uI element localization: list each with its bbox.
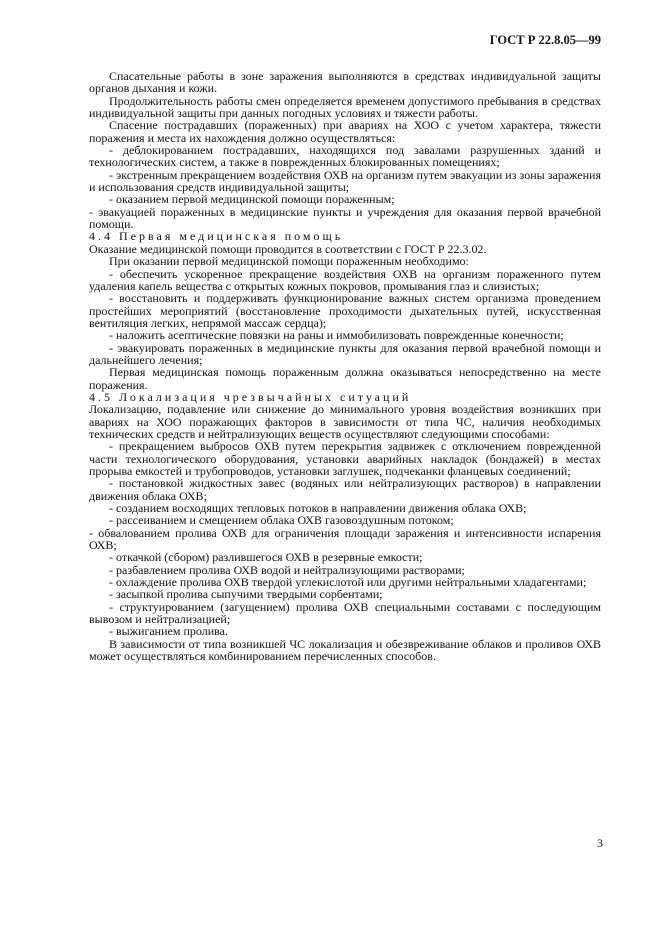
list-item: - оказанием первой медицинской помощи пораженным; xyxy=(109,192,395,207)
page-number: 3 xyxy=(597,836,603,850)
list-item: - обеспечить ускоренное прекращение воздействия ОХВ на организм пораженного путем удаления капель вещества с открытых кожных покровов, промывания глаз и слизистых; xyxy=(89,266,601,293)
list-item: - деблокированием пострадавших, находящихся под завалами разрушенных зданий и технологических систем, а также в поврежденных блокированных помещениях; xyxy=(89,143,601,170)
list-item: - обвалованием пролива ОХВ для ограничения площади заражения и интенсивности испарения ОХВ; xyxy=(89,525,601,553)
list-item: - выжиганием пролива. xyxy=(109,624,228,639)
paragraph: Спасение пострадавших (пораженных) при авариях на ХОО с учетом характера, тяжести поражения и места их нахождения должно осуществляться: xyxy=(89,118,601,145)
list-item: - охлаждение пролива ОХВ твердой углекислотой или другими нейтральными хладагентами; xyxy=(109,575,587,590)
paragraph: Продолжительность работы смен определяется временем допустимого пребывания в средствах индивидуальной защиты при данных погодных условиях и тяжести работы. xyxy=(89,93,601,121)
list-item: - эвакуацией пораженных в медицинские пункты и учреждения для оказания первой врачебной помощи. xyxy=(89,204,601,232)
paragraph: Локализацию, подавление или снижение до минимального уровня воздействия возникших при авариях на ХОО поражающих факторов в зависимости от типа ЧС, наличия необходимых технических средств и нейтрализующих веществ осуществляют следующими способами: xyxy=(89,402,601,441)
list-item: - эвакуировать пораженных в медицинские пункты для оказания первой врачебной помощи и дальнейшего лечения; xyxy=(89,340,601,367)
list-item: - постановкой жидкостных завес (водяных или нейтрализующих растворов) в направлении движения облака ОХВ; xyxy=(89,476,601,503)
list-item: - структуированием (загущением) пролива ОХВ специальными составами с последующим вывозом и нейтрализацией; xyxy=(89,599,601,627)
list-item: - откачкой (сбором) разлившегося ОХВ в резервные емкости; xyxy=(109,550,423,565)
list-item: - восстановить и поддерживать функционирование важных систем организма проведением простейших мероприятий (восстановление проходимости дыхательных путей, искусственная вентиляция легких, непрямой массаж сердца); xyxy=(89,291,601,330)
list-item: - разбавлением пролива ОХВ водой и нейтрализующими растворами; xyxy=(109,562,465,577)
list-item: - прекращением выбросов ОХВ путем перекрытия задвижек с отключением поврежденной части технологического оборудования, установки аварийных накладок (бондажей) в местах прорыва емкостей и трубопроводов, установки заглушек, подчеканки фланцевых соединений; xyxy=(89,439,601,478)
document-body xyxy=(89,70,601,663)
section-heading-4-4: 4.4 Первая медицинская помощь xyxy=(89,229,344,244)
list-item: - наложить асептические повязки на раны и иммобилизовать поврежденные конечности; xyxy=(109,328,564,343)
paragraph: Спасательные работы в зоне заражения выполняются в средствах индивидуальной защиты органов дыхания и кожи. xyxy=(89,69,601,96)
list-item: - созданием восходящих тепловых потоков в направлении движения облака ОХВ; xyxy=(109,501,527,516)
paragraph: Первая медицинская помощь пораженным должна оказываться непосредственно на месте поражения. xyxy=(89,365,601,392)
list-item: - рассеиванием и смещением облака ОХВ газовоздушным потоком; xyxy=(109,513,454,528)
list-item: - экстренным прекращением воздействия ОХВ на организм путем эвакуации из зоны заражения и использования средств индивидуальной защиты; xyxy=(89,167,601,195)
list-item: - засыпкой пролива сыпучими твердыми сорбентами; xyxy=(109,587,383,602)
paragraph: В зависимости от типа возникшей ЧС локализация и обезвреживание облаков и проливов ОХВ может осуществляться комбинированием перечисленных способов. xyxy=(89,636,601,664)
section-heading-4-5: 4.5 Локализация чрезвычайных ситуаций xyxy=(89,389,412,404)
document-id-header: ГОСТ Р 22.8.05—99 xyxy=(489,33,601,47)
paragraph: При оказании первой медицинской помощи пораженным необходимо: xyxy=(109,254,469,269)
paragraph: Оказание медицинской помощи проводится в соответствии с ГОСТ Р 22.3.02. xyxy=(89,241,487,256)
